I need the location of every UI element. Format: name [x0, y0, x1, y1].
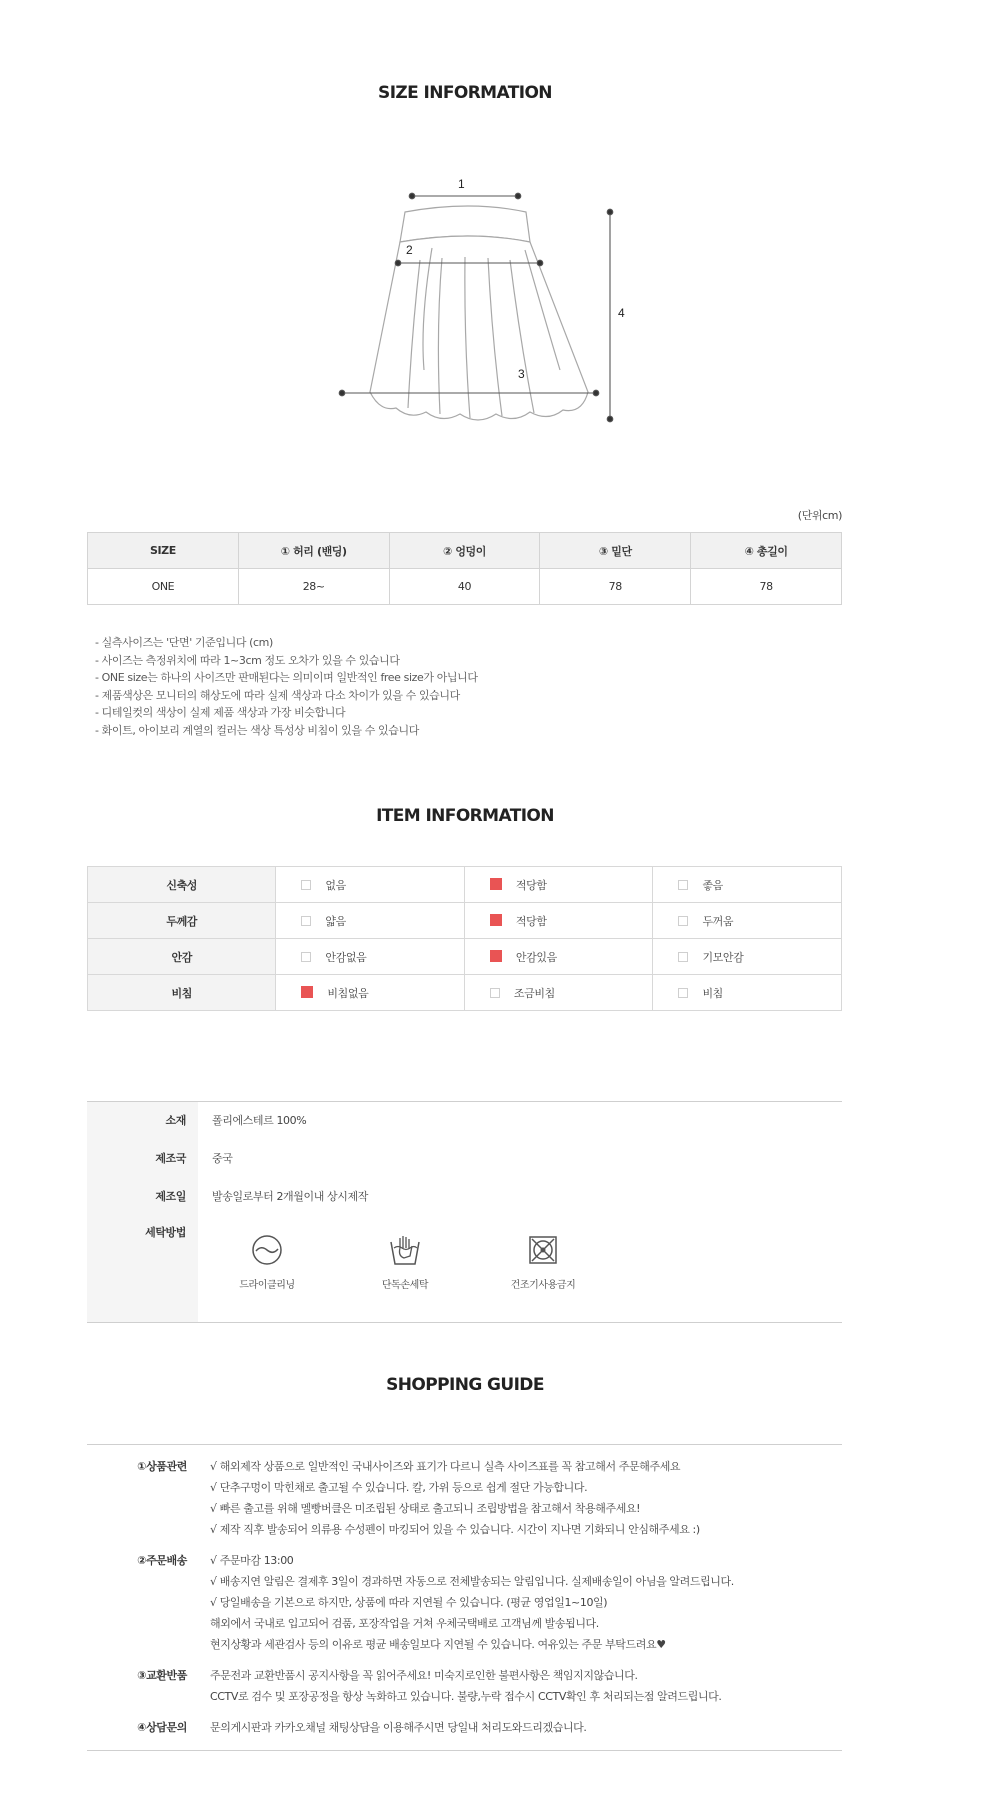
item-row-label: 신축성 — [88, 867, 276, 903]
guide-line: √ 당일배송을 기본으로 하지만, 상품에 따라 지연될 수 있습니다. (평균 영업일1~10일) — [210, 1596, 608, 1609]
guide-line: 현지상황과 세관검사 등의 이유로 평균 배송일보다 지연될 수 있습니다. 여유있는 주문 부탁드려요♥ — [210, 1638, 666, 1651]
item-option — [464, 975, 653, 1011]
item-option — [276, 975, 465, 1011]
checkbox-icon — [301, 916, 311, 926]
checkbox-icon — [678, 916, 688, 926]
care-icon-list — [198, 1234, 842, 1291]
guide-group-lines — [187, 1717, 587, 1738]
option-label: 안감없음 — [325, 950, 367, 964]
size-cell: 78 — [540, 569, 691, 605]
checkbox-icon — [678, 880, 688, 890]
guide-line: CCTV로 검수 및 포장공정을 항상 녹화하고 있습니다. 불량,누락 접수시 CCTV확인 후 처리되는점 알려드립니다. — [210, 1690, 722, 1703]
size-table — [87, 532, 842, 605]
note-line: - 제품색상은 모니터의 해상도에 따라 실제 색상과 다소 차이가 있을 수 있습니다 — [95, 688, 460, 702]
item-option — [653, 867, 842, 903]
item-row-stretch — [88, 867, 842, 903]
material-row — [87, 1102, 842, 1140]
option-label: 안감있음 — [515, 950, 557, 964]
guide-line: 주문전과 교환반품시 공지사항을 꼭 읽어주세요! 미숙지로인한 불편사항은 책임지지않습니다. — [210, 1669, 638, 1682]
care-item-no-tumble-dry — [474, 1234, 612, 1291]
size-header-cell: ② 엉덩이 — [389, 533, 540, 569]
checkbox-icon — [490, 988, 500, 998]
guide-line: √ 주문마감 13:00 — [210, 1554, 294, 1567]
item-table — [87, 866, 842, 1011]
origin-row — [87, 1140, 842, 1178]
option-label: 적당함 — [515, 914, 547, 928]
checkbox-checked-icon — [490, 914, 502, 926]
origin-value: 중국 — [212, 1152, 233, 1165]
option-label: 좋음 — [702, 878, 723, 892]
item-information-title: ITEM INFORMATION — [376, 806, 554, 826]
item-option — [653, 939, 842, 975]
item-option — [276, 903, 465, 939]
manufacture-date-label: 제조일 — [87, 1178, 198, 1216]
checkbox-icon — [301, 880, 311, 890]
hand-wash-icon — [388, 1234, 422, 1266]
guide-line: √ 단추구멍이 막힌채로 출고될 수 있습니다. 칼, 가위 등으로 쉽게 절단 가능합니다. — [210, 1481, 588, 1494]
guide-group-lines — [187, 1665, 722, 1707]
size-table-row — [88, 569, 842, 605]
size-header-cell: ① 허리 (밴딩) — [238, 533, 389, 569]
checkbox-checked-icon — [490, 878, 502, 890]
guide-spacer — [87, 1707, 842, 1717]
note-line: - 사이즈는 측정위치에 따라 1~3cm 정도 오차가 있을 수 있습니다 — [95, 653, 400, 667]
option-label: 두꺼움 — [702, 914, 734, 928]
item-option — [276, 939, 465, 975]
item-option — [464, 939, 653, 975]
diagram-label-hip: 2 — [406, 243, 413, 257]
guide-group-label: ②주문배송 — [137, 1554, 187, 1567]
care-item-dry-clean — [198, 1234, 336, 1291]
care-item-label: 건조기사용금지 — [510, 1280, 576, 1291]
item-row-label: 비침 — [88, 975, 276, 1011]
size-header-cell: ④ 총길이 — [691, 533, 842, 569]
option-label: 얇음 — [325, 914, 346, 928]
checkbox-checked-icon — [301, 986, 313, 998]
item-row-sheerness — [88, 975, 842, 1011]
guide-group-label: ③교환반품 — [137, 1669, 187, 1682]
guide-group-label: ①상품관련 — [137, 1460, 187, 1473]
item-option — [653, 975, 842, 1011]
guide-line: 문의게시판과 카카오채널 채팅상담을 이용해주시면 당일내 처리도와드리겠습니다. — [210, 1721, 587, 1734]
guide-line: √ 해외제작 상품으로 일반적인 국내사이즈와 표기가 다르니 실측 사이즈표를 꼭 참고해서 주문해주세요 — [210, 1460, 681, 1473]
manufacture-date-value: 발송일로부터 2개월이내 상시제작 — [212, 1190, 368, 1203]
guide-group-lines — [187, 1456, 700, 1540]
note-line: - ONE size는 하나의 사이즈만 판매된다는 의미이며 일반적인 free size가 아닙니다 — [95, 671, 478, 684]
size-cell: ONE — [88, 569, 239, 605]
item-row-thickness — [88, 903, 842, 939]
size-information-title: SIZE INFORMATION — [378, 83, 552, 103]
guide-group-lines — [187, 1550, 734, 1655]
care-item-hand-wash — [336, 1234, 474, 1291]
care-item-label: 단독손세탁 — [381, 1280, 429, 1291]
skirt-size-diagram — [320, 170, 630, 430]
shopping-guide — [87, 1444, 842, 1751]
material-value: 폴리에스테르 100% — [212, 1114, 307, 1127]
option-label: 적당함 — [515, 878, 547, 892]
shopping-guide-title: SHOPPING GUIDE — [386, 1375, 544, 1395]
size-header-cell: ③ 밑단 — [540, 533, 691, 569]
material-table — [87, 1101, 842, 1323]
origin-label: 제조국 — [87, 1140, 198, 1178]
checkbox-icon — [678, 952, 688, 962]
option-label: 없음 — [325, 878, 346, 892]
item-option — [464, 903, 653, 939]
size-table-header — [88, 533, 842, 569]
item-row-label: 두께감 — [88, 903, 276, 939]
checkbox-icon — [301, 952, 311, 962]
option-label: 비침 — [702, 986, 723, 1000]
size-notes — [95, 634, 855, 739]
care-icons — [198, 1216, 842, 1322]
no-tumble-dry-icon — [527, 1234, 559, 1266]
dry-clean-icon — [251, 1234, 283, 1266]
note-line: - 실측사이즈는 '단면' 기준입니다 (cm) — [95, 636, 273, 649]
note-line: - 디테일컷의 색상이 실제 제품 색상과 가장 비슷합니다 — [95, 706, 346, 719]
item-option — [276, 867, 465, 903]
material-label: 소재 — [87, 1102, 198, 1140]
guide-group-inquiry — [87, 1717, 842, 1738]
option-label: 조금비침 — [513, 986, 555, 1000]
unit-label: (단위cm) — [797, 509, 842, 522]
guide-group-shipping — [87, 1550, 842, 1655]
guide-line: √ 배송지연 알림은 결제후 3일이 경과하면 자동으로 전체발송되는 알림입니다. 실제배송일이 아님을 알려드립니다. — [210, 1575, 734, 1588]
size-cell: 28~ — [238, 569, 389, 605]
option-label: 비침없음 — [327, 986, 369, 1000]
guide-line: 해외에서 국내로 입고되어 검품, 포장작업을 거쳐 우체국택배로 고객님께 발송됩니다. — [210, 1617, 599, 1630]
item-option — [653, 903, 842, 939]
care-item-label: 드라이클리닝 — [239, 1280, 295, 1291]
checkbox-icon — [678, 988, 688, 998]
item-row-lining — [88, 939, 842, 975]
diagram-label-length: 4 — [618, 306, 625, 320]
manufacture-date-row — [87, 1178, 842, 1216]
care-label: 세탁방법 — [87, 1216, 198, 1322]
item-row-label: 안감 — [88, 939, 276, 975]
guide-group-product — [87, 1456, 842, 1540]
size-cell: 78 — [691, 569, 842, 605]
option-label: 기모안감 — [702, 950, 744, 964]
item-option — [464, 867, 653, 903]
diagram-label-waist: 1 — [458, 177, 465, 191]
size-header-cell: SIZE — [88, 533, 239, 569]
guide-line: √ 제작 직후 발송되어 의류용 수성펜이 마킹되어 있을 수 있습니다. 시간이 지나면 기화되니 안심해주세요 :) — [210, 1523, 700, 1536]
size-cell: 40 — [389, 569, 540, 605]
guide-spacer — [87, 1655, 842, 1665]
checkbox-checked-icon — [490, 950, 502, 962]
guide-line: √ 빠른 출고를 위해 멜빵버클은 미조립된 상태로 출고되니 조립방법을 참고해서 착용해주세요! — [210, 1502, 641, 1515]
diagram-label-hem: 3 — [518, 367, 525, 381]
guide-group-returns — [87, 1665, 842, 1707]
note-line: - 화이트, 아이보리 계열의 컬러는 색상 특성상 비침이 있을 수 있습니다 — [95, 723, 419, 737]
care-row — [87, 1216, 842, 1322]
guide-group-label: ④상담문의 — [137, 1721, 187, 1734]
guide-spacer — [87, 1540, 842, 1550]
